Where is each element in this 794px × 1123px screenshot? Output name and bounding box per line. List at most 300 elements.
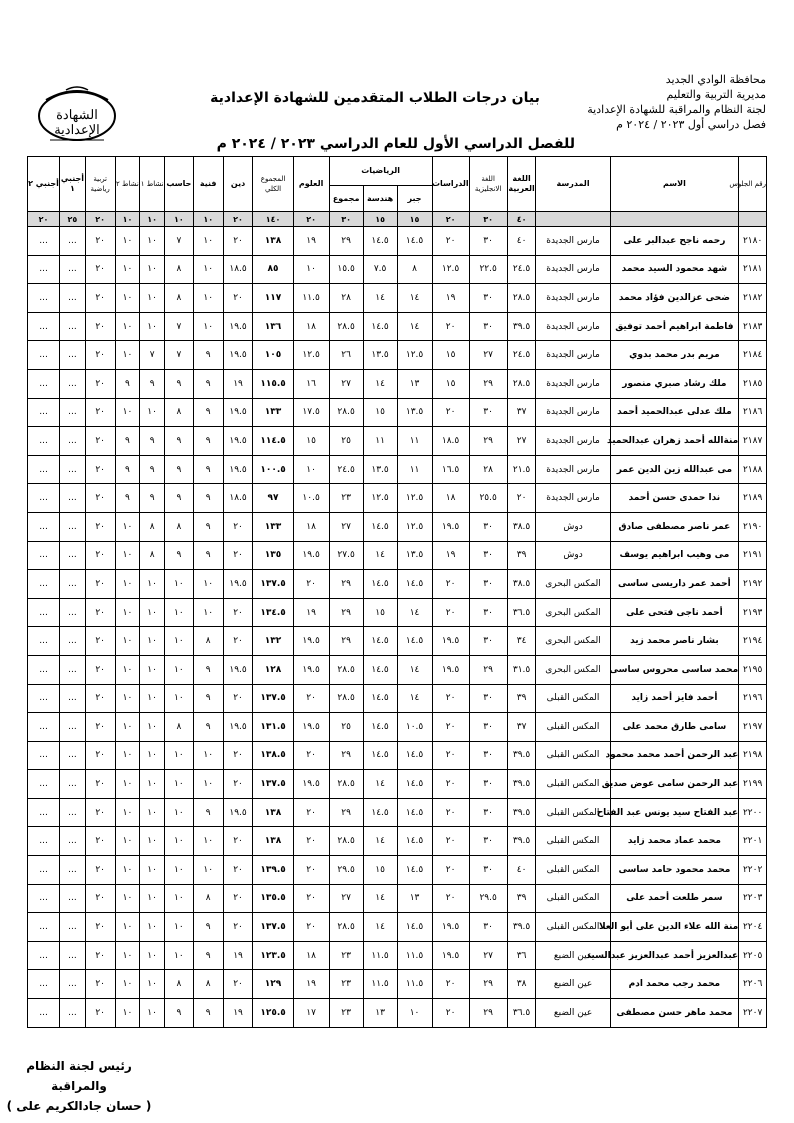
foreign1-grade: ... [60,484,86,513]
activity1-grade: ٨ [140,541,165,570]
geometry-grade: ١١.٥ [363,970,397,999]
school-name: مارس الجديدة [536,455,610,484]
signatory-name: ( حسان جادالكريم على ) [6,1099,152,1113]
total-grade: ١٣١.٥ [253,713,293,742]
math-total: ٢٥ [329,713,363,742]
foreign1-grade: ... [60,427,86,456]
seat-number: ٢١٩٤ [739,627,767,656]
arabic-grade: ٣٩.٥ [507,312,536,341]
computer-grade: ١٠ [164,827,193,856]
science-grade: ٢٠ [293,827,329,856]
total-grade: ١٠٥ [253,341,293,370]
max-arabic-grade: ٤٠ [507,212,536,227]
geometry-grade: ١٣ [363,999,397,1028]
seat-number: ٢٢٠٦ [739,970,767,999]
max-geometry-grade: ١٥ [363,212,397,227]
pe-grade: ٢٠ [85,741,115,770]
col-english: اللغة الانجليزية [469,157,507,212]
foreign1-grade: ... [60,913,86,942]
religion-grade: ٢٠ [223,770,253,799]
geometry-grade: ١٤.٥ [363,655,397,684]
science-grade: ٢٠ [293,856,329,885]
col-pe: تربية رياضية [85,157,115,212]
table-row [28,713,767,742]
religion-grade: ٢٠ [223,684,253,713]
seat-number: ٢١٨٠ [739,227,767,256]
science-grade: ١٠ [293,455,329,484]
science-grade: ١٥ [293,427,329,456]
geometry-grade: ١٤.٥ [363,684,397,713]
activity2-grade: ٩ [115,427,140,456]
foreign1-grade: ... [60,512,86,541]
activity1-grade: ١٠ [140,970,165,999]
social-grade: ٢٠ [432,798,469,827]
school-name: مارس الجديدة [536,341,610,370]
religion-grade: ١٩.٥ [223,398,253,427]
art-grade: ٩ [193,655,223,684]
total-grade: ١٣٣ [253,512,293,541]
algebra-grade: ١٤.٥ [397,856,432,885]
art-grade: ٩ [193,999,223,1028]
max-computer-grade: ١٠ [164,212,193,227]
social-grade: ٢٠ [432,713,469,742]
arabic-grade: ٣٨.٥ [507,570,536,599]
activity1-grade: ١٠ [140,398,165,427]
arabic-grade: ٢٤.٥ [507,255,536,284]
table-row [28,284,767,313]
social-grade: ١٩.٥ [432,655,469,684]
activity2-grade: ١٠ [115,227,140,256]
pe-grade: ٢٠ [85,627,115,656]
geometry-grade: ١٤.٥ [363,741,397,770]
foreign1-grade: ... [60,713,86,742]
religion-grade: ١٩ [223,369,253,398]
social-grade: ٢٠ [432,684,469,713]
religion-grade: ١٩.٥ [223,798,253,827]
table-row [28,570,767,599]
max-foreign1-grade: ٢٥ [60,212,86,227]
social-grade: ١٩ [432,541,469,570]
school-name: عين الضبع [536,970,610,999]
foreign2-grade: ... [28,427,60,456]
seat-number: ٢١٨٦ [739,398,767,427]
activity1-grade: ١٠ [140,999,165,1028]
total-grade: ١٣٧.٥ [253,570,293,599]
art-grade: ٩ [193,798,223,827]
computer-grade: ١٠ [164,598,193,627]
table-row [28,770,767,799]
religion-grade: ١٨.٥ [223,255,253,284]
max-school-name [536,212,610,227]
activity1-grade: ١٠ [140,598,165,627]
document-subtitle: للفصل الدراسي الأول للعام الدراسي ٢٠٢٣ / ٢٠٢٤ م [216,136,575,152]
arabic-grade: ٣١.٥ [507,655,536,684]
algebra-grade: ١٤.٥ [397,798,432,827]
school-name: المكس القبلى [536,798,610,827]
pe-grade: ٢٠ [85,856,115,885]
religion-grade: ١٩.٥ [223,455,253,484]
pe-grade: ٢٠ [85,512,115,541]
english-grade: ٣٠ [469,798,507,827]
activity2-grade: ١٠ [115,398,140,427]
geometry-grade: ٧.٥ [363,255,397,284]
religion-grade: ١٩.٥ [223,427,253,456]
total-grade: ٨٥ [253,255,293,284]
total-grade: ١٣٨ [253,827,293,856]
pe-grade: ٢٠ [85,684,115,713]
foreign2-grade: ... [28,798,60,827]
math-total: ٢٩ [329,798,363,827]
student-name: أحمد فايز أحمد زايد [610,684,739,713]
max-seat-number [739,212,767,227]
algebra-grade: ١٤.٥ [397,227,432,256]
table-row [28,741,767,770]
total-grade: ١٣٨ [253,227,293,256]
english-grade: ٣٠ [469,713,507,742]
algebra-grade: ١٤.٥ [397,913,432,942]
algebra-grade: ١٢.٥ [397,484,432,513]
activity1-grade: ١٠ [140,798,165,827]
arabic-grade: ٣٩ [507,541,536,570]
math-total: ٢٨.٥ [329,827,363,856]
activity2-grade: ١٠ [115,970,140,999]
pe-grade: ٢٠ [85,398,115,427]
activity2-grade: ١٠ [115,341,140,370]
social-grade: ٢٠ [432,970,469,999]
student-name: أحمد عمر داريسى ساسى [610,570,739,599]
math-total: ٢٩ [329,627,363,656]
foreign1-grade: ... [60,227,86,256]
school-name: المكس القبلى [536,770,610,799]
algebra-grade: ١٣.٥ [397,398,432,427]
art-grade: ٩ [193,341,223,370]
activity2-grade: ١٠ [115,941,140,970]
student-name: منةالله أحمد زهران عبدالحميد [610,427,739,456]
social-grade: ٢٠ [432,827,469,856]
english-grade: ٢٨ [469,455,507,484]
computer-grade: ١٠ [164,770,193,799]
col-foreign1: أجنبي ١ [60,157,86,212]
activity1-grade: ١٠ [140,570,165,599]
algebra-grade: ١٣ [397,884,432,913]
math-total: ٢٨.٥ [329,655,363,684]
activity2-grade: ١٠ [115,856,140,885]
school-name: المكس البحرى [536,627,610,656]
table-row [28,598,767,627]
english-grade: ٢٢.٥ [469,255,507,284]
foreign2-grade: ... [28,398,60,427]
col-math-total: مجموع [329,186,363,212]
art-grade: ٩ [193,369,223,398]
col-art: فنية [193,157,223,212]
activity2-grade: ١٠ [115,827,140,856]
pe-grade: ٢٠ [85,312,115,341]
social-grade: ٢٠ [432,312,469,341]
pe-grade: ٢٠ [85,541,115,570]
student-name: محمد ساسى محروس ساسى [610,655,739,684]
max-art-grade: ١٠ [193,212,223,227]
table-row [28,970,767,999]
science-grade: ١٧.٥ [293,398,329,427]
pe-grade: ٢٠ [85,655,115,684]
art-grade: ١٠ [193,827,223,856]
arabic-grade: ٤٠ [507,227,536,256]
foreign1-grade: ... [60,627,86,656]
algebra-grade: ١٤ [397,284,432,313]
student-name: رحمه ناجح عبدالبر على [610,227,739,256]
seat-number: ٢١٩٣ [739,598,767,627]
english-grade: ٢٧ [469,941,507,970]
social-grade: ١٦.٥ [432,455,469,484]
max-activity1-grade: ١٠ [140,212,165,227]
foreign1-grade: ... [60,341,86,370]
pe-grade: ٢٠ [85,770,115,799]
arabic-grade: ٢٧ [507,427,536,456]
algebra-grade: ١٤ [397,598,432,627]
table-row [28,541,767,570]
computer-grade: ١٠ [164,684,193,713]
activity2-grade: ١٠ [115,798,140,827]
religion-grade: ٢٠ [223,227,253,256]
total-grade: ١٣٧.٥ [253,913,293,942]
math-total: ٢٣ [329,941,363,970]
authority-line-committee: لجنة النظام والمراقبة للشهادة الإعدادية [587,103,766,116]
algebra-grade: ١٤.٥ [397,741,432,770]
art-grade: ٩ [193,941,223,970]
arabic-grade: ٣٧ [507,398,536,427]
student-name: منة الله علاء الدين على أبو العلا [610,913,739,942]
seat-number: ٢١٨٣ [739,312,767,341]
foreign2-grade: ... [28,827,60,856]
table-row [28,941,767,970]
activity1-grade: ١٠ [140,713,165,742]
art-grade: ٨ [193,970,223,999]
arabic-grade: ٣٧ [507,713,536,742]
student-name: شهد محمود السيد محمد [610,255,739,284]
seat-number: ٢١٨٩ [739,484,767,513]
foreign2-grade: ... [28,484,60,513]
geometry-grade: ١٤ [363,884,397,913]
seat-number: ٢١٩١ [739,541,767,570]
algebra-grade: ٨ [397,255,432,284]
signatory-title: رئيس لجنة النظام والمراقبة [26,1059,132,1093]
english-grade: ٣٠ [469,827,507,856]
school-name: المكس البحرى [536,570,610,599]
computer-grade: ٩ [164,999,193,1028]
foreign2-grade: ... [28,627,60,656]
computer-grade: ١٠ [164,856,193,885]
geometry-grade: ١٤ [363,541,397,570]
activity1-grade: ١٠ [140,770,165,799]
english-grade: ٣٠ [469,856,507,885]
art-grade: ١٠ [193,312,223,341]
algebra-grade: ١١ [397,427,432,456]
seat-number: ٢٢٠٧ [739,999,767,1028]
math-total: ١٥.٥ [329,255,363,284]
arabic-grade: ٤٠ [507,856,536,885]
foreign1-grade: ... [60,541,86,570]
art-grade: ٩ [193,713,223,742]
algebra-grade: ١٤.٥ [397,770,432,799]
art-grade: ٩ [193,427,223,456]
school-name: مارس الجديدة [536,284,610,313]
total-grade: ١٢٩ [253,970,293,999]
science-grade: ١٨ [293,941,329,970]
religion-grade: ٢٠ [223,541,253,570]
algebra-grade: ١٢.٥ [397,341,432,370]
computer-grade: ١٠ [164,941,193,970]
algebra-grade: ١٤ [397,684,432,713]
math-total: ٢٥ [329,427,363,456]
religion-grade: ١٩.٥ [223,341,253,370]
total-grade: ١٣٨ [253,798,293,827]
activity2-grade: ١٠ [115,770,140,799]
foreign1-grade: ... [60,999,86,1028]
social-grade: ٢٠ [432,884,469,913]
religion-grade: ٢٠ [223,741,253,770]
activity1-grade: ١٠ [140,856,165,885]
geometry-grade: ١١ [363,427,397,456]
science-grade: ١٨ [293,512,329,541]
geometry-grade: ١٤ [363,770,397,799]
computer-grade: ٩ [164,484,193,513]
english-grade: ٣٠ [469,770,507,799]
activity1-grade: ١٠ [140,627,165,656]
algebra-grade: ١١.٥ [397,941,432,970]
table-row [28,856,767,885]
activity1-grade: ١٠ [140,827,165,856]
pe-grade: ٢٠ [85,484,115,513]
geometry-grade: ١٥ [363,856,397,885]
religion-grade: ١٩ [223,999,253,1028]
math-total: ٢٣ [329,999,363,1028]
student-name: ملك عدلى عبدالحميد أحمد [610,398,739,427]
religion-grade: ٢٠ [223,856,253,885]
computer-grade: ٩ [164,369,193,398]
foreign2-grade: ... [28,741,60,770]
activity1-grade: ٨ [140,512,165,541]
social-grade: ١٥ [432,369,469,398]
science-grade: ١٩.٥ [293,770,329,799]
geometry-grade: ١٤ [363,827,397,856]
activity2-grade: ١٠ [115,284,140,313]
foreign2-grade: ... [28,713,60,742]
student-name: أحمد ناجى فتحى على [610,598,739,627]
student-name: سمر طلعت أحمد على [610,884,739,913]
english-grade: ٣٠ [469,627,507,656]
science-grade: ٢٠ [293,570,329,599]
seat-number: ٢١٨٥ [739,369,767,398]
computer-grade: ٧ [164,341,193,370]
computer-grade: ٩ [164,541,193,570]
religion-grade: ١٩ [223,941,253,970]
max-science-grade: ٢٠ [293,212,329,227]
table-row [28,255,767,284]
col-seat: رقم الجلوس [739,157,767,212]
algebra-grade: ١٢.٥ [397,512,432,541]
seat-number: ٢١٩٢ [739,570,767,599]
table-row [28,798,767,827]
seat-number: ٢١٨١ [739,255,767,284]
geometry-grade: ١٤.٥ [363,312,397,341]
english-grade: ٣٠ [469,541,507,570]
signature-block [0,1056,159,1116]
geometry-grade: ١٤.٥ [363,512,397,541]
student-name: مى عبدالله زين الدين عمر [610,455,739,484]
social-grade: ٢٠ [432,570,469,599]
social-grade: ٢٠ [432,856,469,885]
math-total: ٢٧ [329,369,363,398]
social-grade: ٢٠ [432,598,469,627]
math-total: ٢٨.٥ [329,770,363,799]
science-grade: ٢٠ [293,913,329,942]
pe-grade: ٢٠ [85,798,115,827]
activity2-grade: ١٠ [115,884,140,913]
total-grade: ١١٧ [253,284,293,313]
student-name: محمد ماهر حسن مصطفى [610,999,739,1028]
math-total: ٢٦ [329,341,363,370]
total-grade: ١٣٥ [253,541,293,570]
col-activity1: نشاط ١ [140,157,165,212]
foreign1-grade: ... [60,570,86,599]
art-grade: ٩ [193,455,223,484]
student-name: عبد الرحمن سامى عوض صديق [610,770,739,799]
arabic-grade: ٣٦.٥ [507,999,536,1028]
student-name: ملك رشاد صبري منصور [610,369,739,398]
school-name: مارس الجديدة [536,312,610,341]
english-grade: ٢٩ [469,427,507,456]
activity1-grade: ٩ [140,484,165,513]
pe-grade: ٢٠ [85,570,115,599]
pe-grade: ٢٠ [85,913,115,942]
english-grade: ٣٠ [469,570,507,599]
student-name: بشار ناصر محمد زيد [610,627,739,656]
activity1-grade: ٩ [140,455,165,484]
activity2-grade: ١٠ [115,684,140,713]
religion-grade: ٢٠ [223,827,253,856]
art-grade: ١٠ [193,227,223,256]
school-name: مارس الجديدة [536,255,610,284]
max-social-grade: ٢٠ [432,212,469,227]
social-grade: ١٩ [432,284,469,313]
computer-grade: ٨ [164,255,193,284]
arabic-grade: ٣٩.٥ [507,913,536,942]
math-total: ٢٣ [329,970,363,999]
pe-grade: ٢٠ [85,884,115,913]
pe-grade: ٢٠ [85,713,115,742]
foreign2-grade: ... [28,227,60,256]
arabic-grade: ٣٩.٥ [507,741,536,770]
geometry-grade: ١٤.٥ [363,713,397,742]
art-grade: ١٠ [193,255,223,284]
student-name: عبد الرحمن أحمد محمد محمود [610,741,739,770]
computer-grade: ١٠ [164,570,193,599]
pe-grade: ٢٠ [85,970,115,999]
arabic-grade: ٣٩ [507,884,536,913]
max-english-grade: ٣٠ [469,212,507,227]
science-grade: ١٩ [293,970,329,999]
english-grade: ٣٠ [469,512,507,541]
activity2-grade: ٩ [115,369,140,398]
english-grade: ٣٠ [469,913,507,942]
total-grade: ١٣٨.٥ [253,741,293,770]
computer-grade: ٩ [164,455,193,484]
foreign1-grade: ... [60,827,86,856]
foreign1-grade: ... [60,856,86,885]
foreign1-grade: ... [60,455,86,484]
arabic-grade: ٣٨.٥ [507,512,536,541]
school-name: مارس الجديدة [536,369,610,398]
